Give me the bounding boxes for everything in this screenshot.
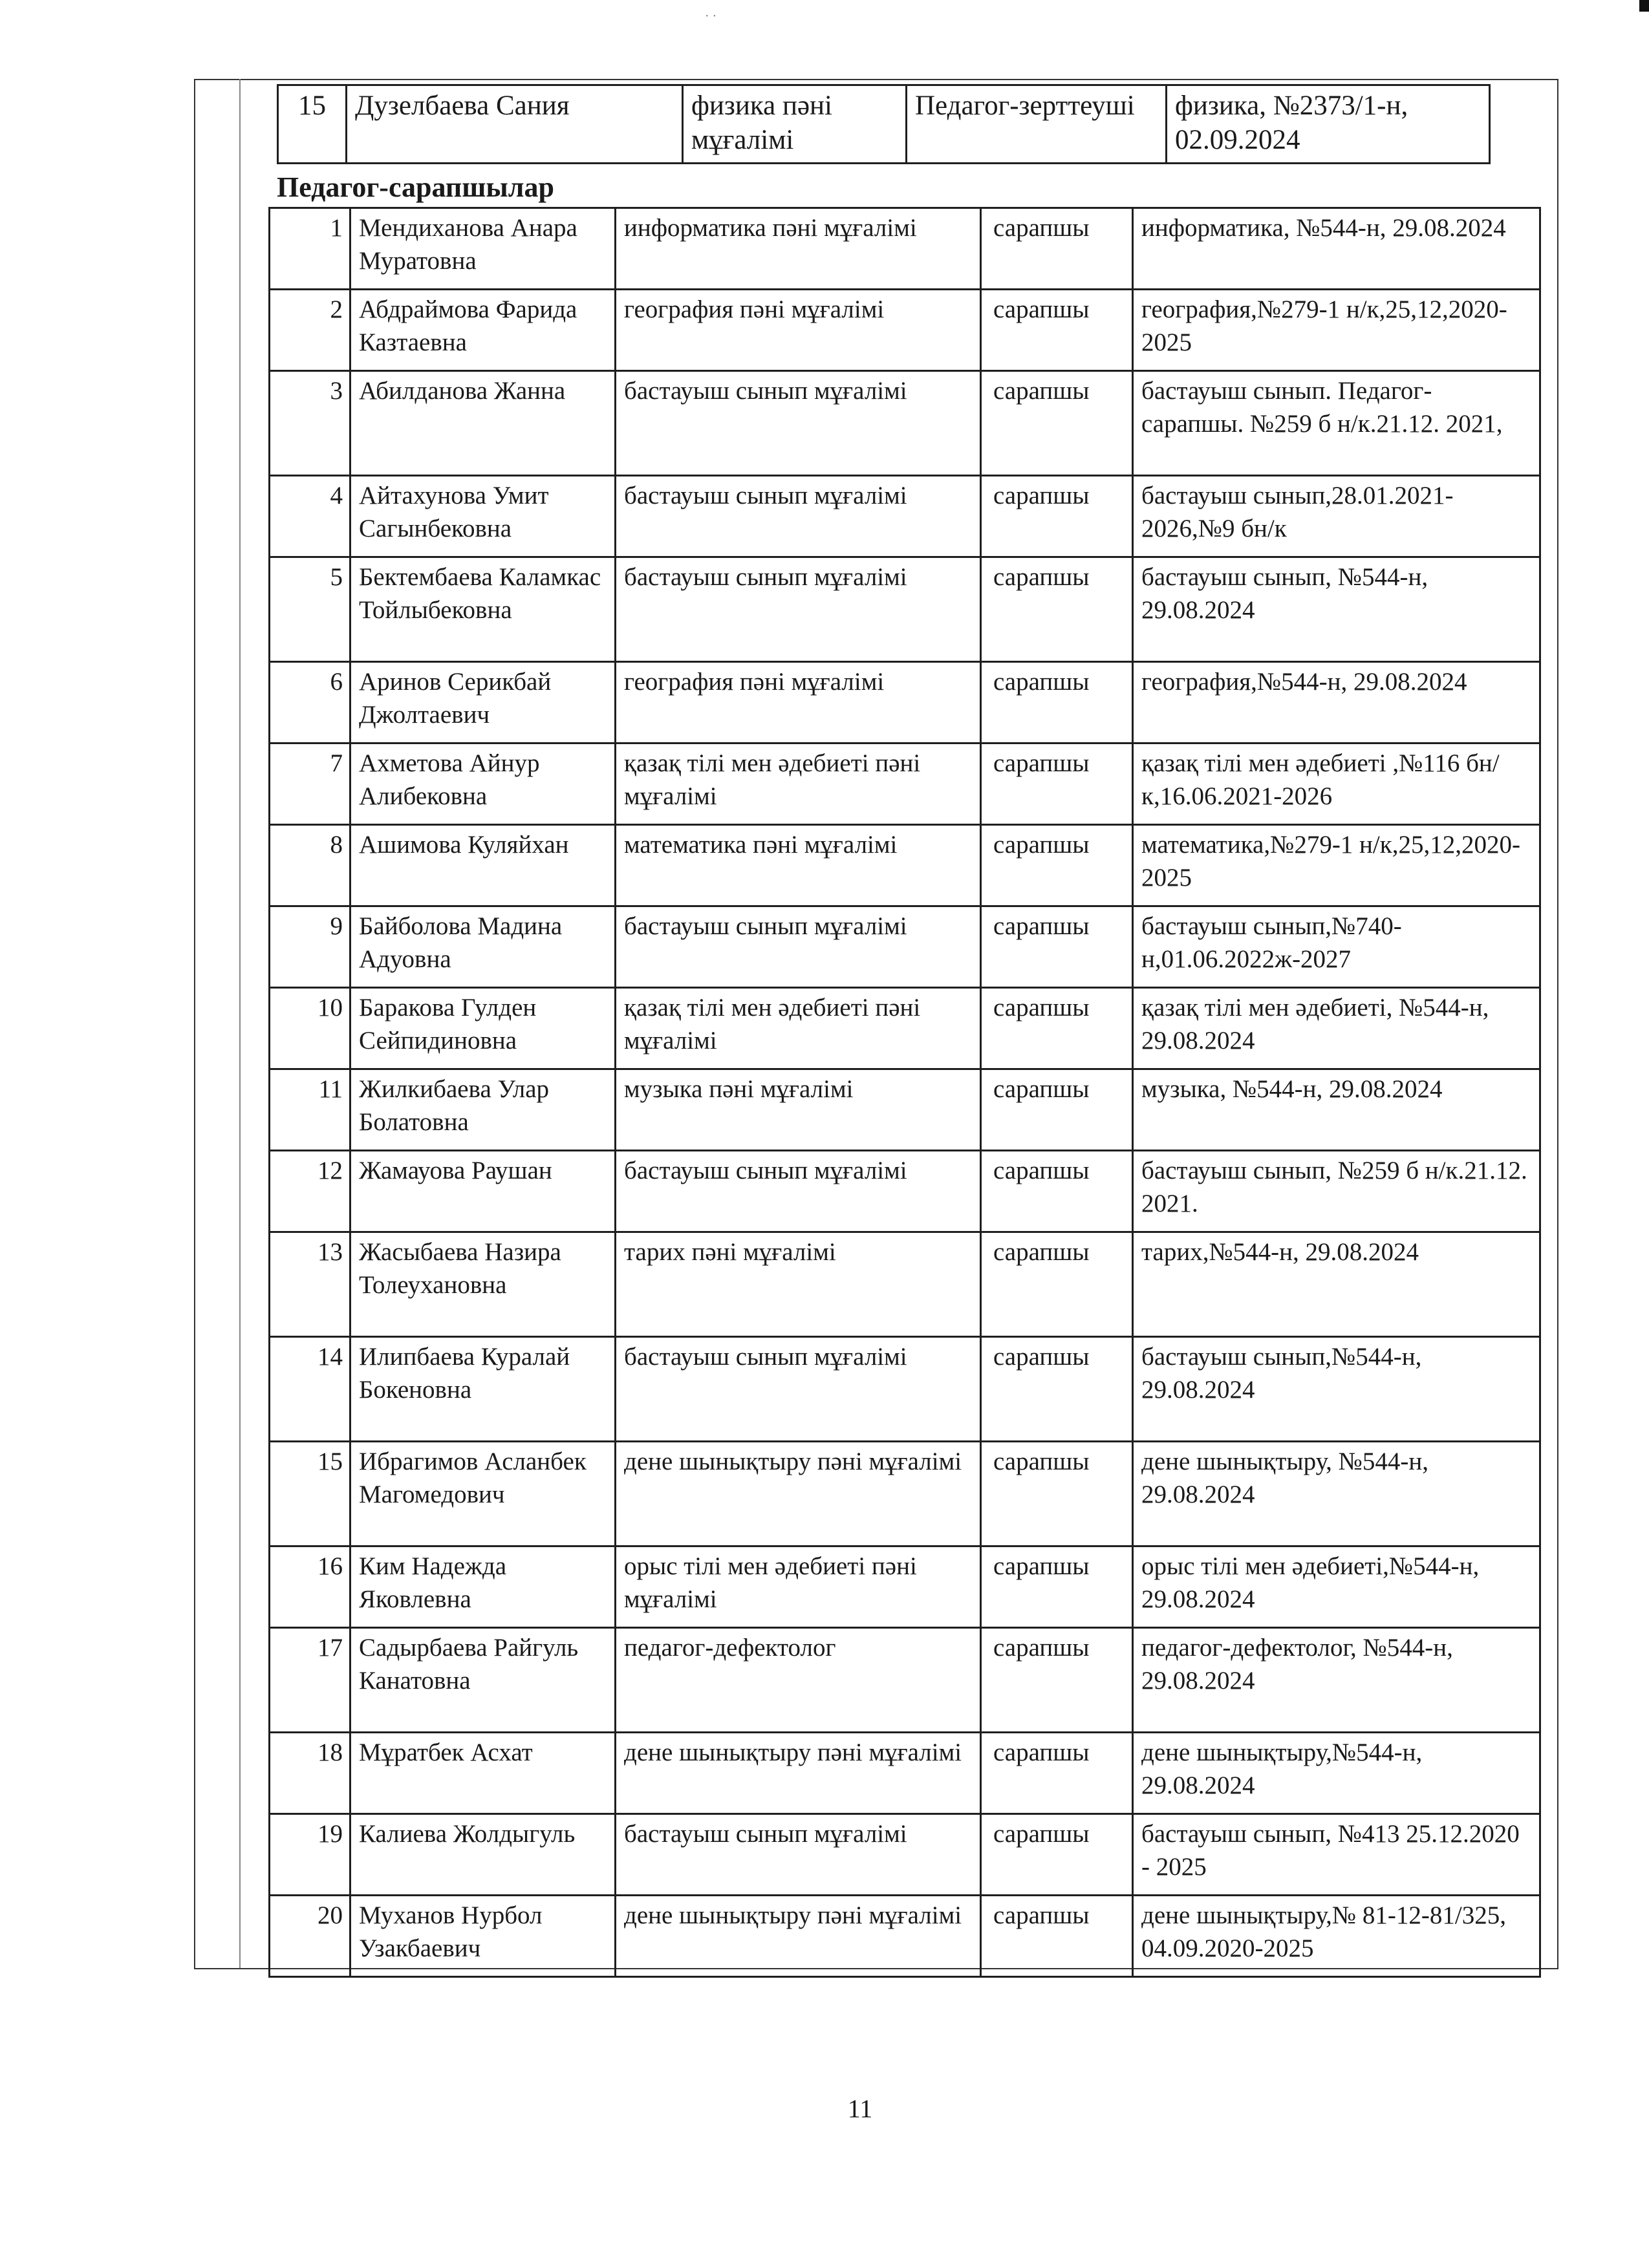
row-number: 14 — [270, 1337, 350, 1442]
teacher-subject: орыс тілі мен әдебиеті пәні мұғалімі — [616, 1546, 981, 1628]
row-number: 11 — [270, 1069, 350, 1151]
row-number: 6 — [270, 662, 350, 744]
teacher-subject: бастауыш сынып мұғалімі — [616, 1814, 981, 1896]
teacher-category: сарапшы — [981, 1814, 1133, 1896]
teacher-name: Абдраймова Фарида Казтаевна — [350, 290, 616, 371]
row-number: 7 — [270, 744, 350, 825]
teacher-category: Педагог-зерттеуші — [907, 85, 1167, 164]
table-row — [270, 1814, 1540, 1896]
frame-right-line — [1557, 79, 1558, 1968]
teacher-category: сарапшы — [981, 208, 1133, 290]
teacher-name: Дузелбаева Сания — [347, 85, 683, 164]
frame-top-line — [194, 79, 1558, 80]
certificate-info: бастауыш сынып,№740-н,01.06.2022ж-2027 — [1133, 906, 1540, 988]
table-row — [270, 1442, 1540, 1546]
certificate-info: орыс тілі мен әдебиеті,№544-н, 29.08.2024 — [1133, 1546, 1540, 1628]
certificate-info: физика, №2373/1-н, 02.09.2024 — [1167, 85, 1490, 164]
teacher-category: сарапшы — [981, 371, 1133, 476]
table-row — [270, 1896, 1540, 1977]
corner-mark — [1639, 0, 1649, 12]
certificate-info: математика,№279-1 н/к,25,12,2020-2025 — [1133, 825, 1540, 906]
row-number: 17 — [270, 1628, 350, 1733]
teacher-subject: бастауыш сынып мұғалімі — [616, 1151, 981, 1232]
teacher-name: Илипбаева Куралай Бокеновна — [350, 1337, 616, 1442]
row-number: 2 — [270, 290, 350, 371]
certificate-info: бастауыш сынып,28.01.2021-2026,№9 бн/к — [1133, 476, 1540, 557]
teacher-subject: бастауыш сынып мұғалімі — [616, 371, 981, 476]
teacher-category: сарапшы — [981, 1628, 1133, 1733]
certificate-info: бастауыш сынып. Педагог-сарапшы. №259 б н/к.21.12. 2021, — [1133, 371, 1540, 476]
table-row — [270, 557, 1540, 662]
teacher-category: сарапшы — [981, 1069, 1133, 1151]
teacher-name: Жилкибаева Улар Болатовна — [350, 1069, 616, 1151]
table-row — [270, 1069, 1540, 1151]
row-number: 18 — [270, 1733, 350, 1814]
frame-left-inner-line — [239, 79, 241, 1968]
teacher-subject: бастауыш сынып мұғалімі — [616, 476, 981, 557]
row-number: 4 — [270, 476, 350, 557]
teacher-subject: физика пәні мұғалімі — [683, 85, 907, 164]
frame-left-line — [194, 79, 195, 1968]
teacher-name: Мұратбек Асхат — [350, 1733, 616, 1814]
page-number: 11 — [847, 2094, 873, 2123]
teacher-name: Жасыбаева Назира Толеухановна — [350, 1232, 616, 1337]
row-number: 15 — [270, 1442, 350, 1546]
teacher-category: сарапшы — [981, 1733, 1133, 1814]
teacher-category: сарапшы — [981, 825, 1133, 906]
row-number: 9 — [270, 906, 350, 988]
row-number: 5 — [270, 557, 350, 662]
teacher-category: сарапшы — [981, 662, 1133, 744]
certificate-info: бастауыш сынып, №259 б н/к.21.12. 2021. — [1133, 1151, 1540, 1232]
expert-table-body — [270, 208, 1540, 1977]
table-row — [270, 662, 1540, 744]
teacher-category: сарапшы — [981, 988, 1133, 1069]
teacher-subject: бастауыш сынып мұғалімі — [616, 557, 981, 662]
teacher-subject: дене шынықтыру пәні мұғалімі — [616, 1442, 981, 1546]
teacher-name: Садырбаева Райгуль Канатовна — [350, 1628, 616, 1733]
certificate-info: бастауыш сынып, №544-н, 29.08.2024 — [1133, 557, 1540, 662]
certificate-info: бастауыш сынып, №413 25.12.2020 - 2025 — [1133, 1814, 1540, 1896]
table-row — [270, 371, 1540, 476]
row-number: 10 — [270, 988, 350, 1069]
table-row — [270, 988, 1540, 1069]
teacher-subject: педагог-дефектолог — [616, 1628, 981, 1733]
teacher-subject: математика пәні мұғалімі — [616, 825, 981, 906]
teacher-name: Муханов Нурбол Узакбаевич — [350, 1896, 616, 1977]
row-number: 12 — [270, 1151, 350, 1232]
expert-table — [268, 207, 1541, 1978]
teacher-name: Айтахунова Умит Сагынбековна — [350, 476, 616, 557]
teacher-name: Аринов Серикбай Джолтаевич — [350, 662, 616, 744]
row-number: 20 — [270, 1896, 350, 1977]
teacher-name: Ким Надежда Яковлевна — [350, 1546, 616, 1628]
row-number: 3 — [270, 371, 350, 476]
table-row — [270, 825, 1540, 906]
teacher-name: Калиева Жолдыгуль — [350, 1814, 616, 1896]
teacher-subject: география пәні мұғалімі — [616, 662, 981, 744]
certificate-info: қазақ тілі мен әдебиеті, №544-н, 29.08.2024 — [1133, 988, 1540, 1069]
teacher-category: сарапшы — [981, 744, 1133, 825]
teacher-category: сарапшы — [981, 1546, 1133, 1628]
teacher-name: Байболова Мадина Адуовна — [350, 906, 616, 988]
certificate-info: география,№544-н, 29.08.2024 — [1133, 662, 1540, 744]
teacher-subject: тарих пәні мұғалімі — [616, 1232, 981, 1337]
teacher-name: Мендиханова Анара Муратовна — [350, 208, 616, 290]
row-number: 16 — [270, 1546, 350, 1628]
table-row — [270, 744, 1540, 825]
teacher-subject: бастауыш сынып мұғалімі — [616, 906, 981, 988]
table-row — [278, 85, 1490, 164]
teacher-subject: география пәні мұғалімі — [616, 290, 981, 371]
certificate-info: информатика, №544-н, 29.08.2024 — [1133, 208, 1540, 290]
row-number: 8 — [270, 825, 350, 906]
teacher-category: сарапшы — [981, 476, 1133, 557]
teacher-subject: музыка пәні мұғалімі — [616, 1069, 981, 1151]
teacher-name: Жамауова Раушан — [350, 1151, 616, 1232]
teacher-category: сарапшы — [981, 1442, 1133, 1546]
table-row — [270, 476, 1540, 557]
certificate-info: қазақ тілі мен әдебиеті ,№116 бн/к,16.06.2021-2026 — [1133, 744, 1540, 825]
teacher-name: Ашимова Куляйхан — [350, 825, 616, 906]
row-number: 13 — [270, 1232, 350, 1337]
certificate-info: бастауыш сынып,№544-н, 29.08.2024 — [1133, 1337, 1540, 1442]
teacher-subject: информатика пәні мұғалімі — [616, 208, 981, 290]
certificate-info: дене шынықтыру, №544-н, 29.08.2024 — [1133, 1442, 1540, 1546]
certificate-info: дене шынықтыру,№544-н, 29.08.2024 — [1133, 1733, 1540, 1814]
teacher-name: Ахметова Айнур Алибековна — [350, 744, 616, 825]
certificate-info: тарих,№544-н, 29.08.2024 — [1133, 1232, 1540, 1337]
table-row — [270, 906, 1540, 988]
teacher-name: Баракова Гулден Сейпидиновна — [350, 988, 616, 1069]
certificate-info: география,№279-1 н/к,25,12,2020-2025 — [1133, 290, 1540, 371]
teacher-name: Бектембаева Каламкас Тойлыбековна — [350, 557, 616, 662]
teacher-category: сарапшы — [981, 1337, 1133, 1442]
table-row — [270, 1628, 1540, 1733]
table-row — [270, 1151, 1540, 1232]
researcher-table — [277, 84, 1491, 164]
table-row — [270, 1733, 1540, 1814]
teacher-category: сарапшы — [981, 906, 1133, 988]
teacher-subject: дене шынықтыру пәні мұғалімі — [616, 1896, 981, 1977]
row-number: 1 — [270, 208, 350, 290]
teacher-category: сарапшы — [981, 1151, 1133, 1232]
teacher-name: Абилданова Жанна — [350, 371, 616, 476]
teacher-subject: қазақ тілі мен әдебиеті пәні мұғалімі — [616, 988, 981, 1069]
certificate-info: музыка, №544-н, 29.08.2024 — [1133, 1069, 1540, 1151]
table-row — [270, 1232, 1540, 1337]
certificate-info: педагог-дефектолог, №544-н, 29.08.2024 — [1133, 1628, 1540, 1733]
teacher-name: Ибрагимов Асланбек Магомедович — [350, 1442, 616, 1546]
row-number: 15 — [278, 85, 347, 164]
teacher-category: сарапшы — [981, 1232, 1133, 1337]
table-row — [270, 1546, 1540, 1628]
certificate-info: дене шынықтыру,№ 81-12-81/325, 04.09.2020-2025 — [1133, 1896, 1540, 1977]
teacher-category: сарапшы — [981, 557, 1133, 662]
table-row — [270, 1337, 1540, 1442]
table-row — [270, 208, 1540, 290]
teacher-category: сарапшы — [981, 290, 1133, 371]
teacher-category: сарапшы — [981, 1896, 1133, 1977]
teacher-subject: қазақ тілі мен әдебиеті пәні мұғалімі — [616, 744, 981, 825]
teacher-subject: дене шынықтыру пәні мұғалімі — [616, 1733, 981, 1814]
teacher-subject: бастауыш сынып мұғалімі — [616, 1337, 981, 1442]
table-row — [270, 290, 1540, 371]
row-number: 19 — [270, 1814, 350, 1896]
section-title: Педагог-сарапшылар — [277, 171, 554, 203]
scan-dots: · · — [705, 9, 717, 23]
